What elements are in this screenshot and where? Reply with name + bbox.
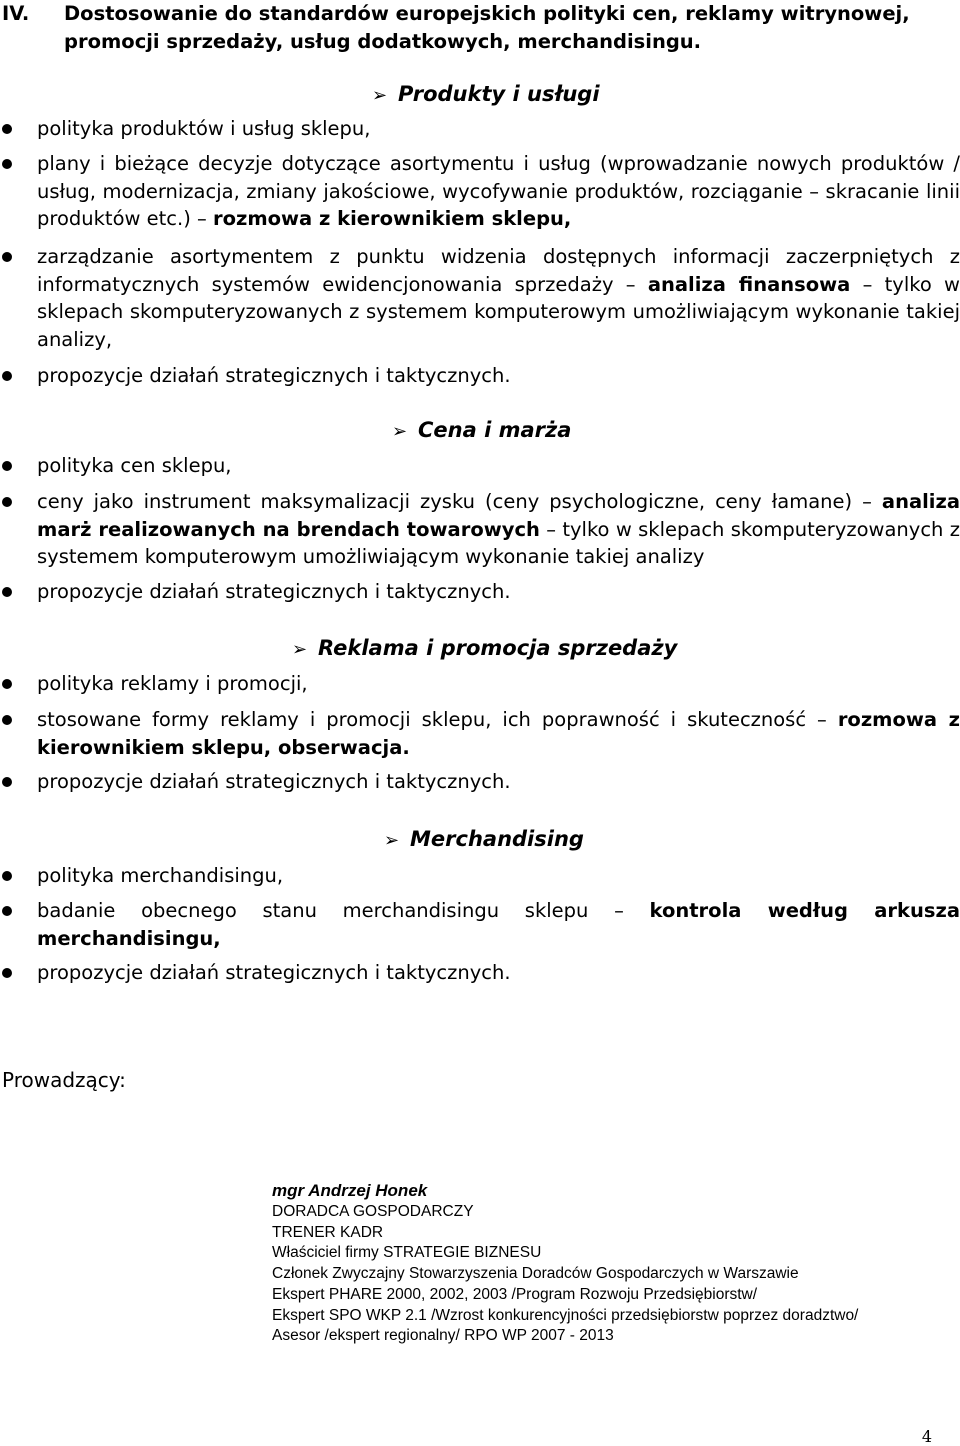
arrow-bullet-icon: ➢ <box>392 421 408 442</box>
bullet-dot-icon <box>2 252 12 262</box>
page-number: 4 <box>921 1427 932 1446</box>
text-run: propozycje działań strategicznych i taktycznych. <box>37 364 511 387</box>
section-title <box>372 80 600 110</box>
text-run: propozycje działań strategicznych i taktycznych. <box>37 770 511 793</box>
section-title <box>384 825 584 855</box>
signature-line: Ekspert PHARE 2000, 2002, 2003 /Program Rozwoju Przedsiębiorstw/ <box>272 1285 758 1303</box>
text-run: badanie obecnego stanu merchandisingu sklepu – <box>37 899 650 922</box>
signature-line: Ekspert SPO WKP 2.1 /Wzrost konkurencyjności przedsiębiorstw poprzez doradztwo/ <box>272 1306 859 1324</box>
chapter-title: Dostosowanie do standardów europejskich polityki cen, reklamy witrynowej, promocji sprzedaży, usług dodatkowych, merchandisingu. <box>64 2 910 53</box>
list-item-text <box>37 578 960 606</box>
list-item-text <box>37 150 960 233</box>
list-item <box>0 670 960 698</box>
text-run: zarządzanie asortymentem z punktu widzenia dostępnych informacji zaczerpniętych z informatycznych systemów ewidencjonowania sprzedaży – <box>37 245 960 296</box>
list-item <box>0 452 960 480</box>
text-run: polityka reklamy i promocji, <box>37 672 308 695</box>
list-item <box>0 115 960 143</box>
bullet-dot-icon <box>2 371 12 381</box>
bullet-dot-icon <box>2 715 12 725</box>
signature-line: Członek Zwyczajny Stowarzyszenia Doradców Gospodarczych w Warszawie <box>272 1265 799 1283</box>
section-title-text: Cena i marża <box>418 418 572 442</box>
list-item <box>0 362 960 390</box>
arrow-bullet-icon: ➢ <box>292 639 308 660</box>
list-item <box>0 862 960 890</box>
emphasis-text: rozmowa z kierownikiem sklepu, <box>212 207 572 230</box>
list-item-text <box>37 862 960 890</box>
list-item-text <box>37 115 960 143</box>
section-title <box>392 416 571 446</box>
signature-line: Właściciel firmy STRATEGIE BIZNESU <box>272 1244 542 1262</box>
list-item <box>0 959 960 987</box>
section-title-text: Reklama i promocja sprzedaży <box>318 636 678 660</box>
text-run: polityka merchandisingu, <box>37 864 284 887</box>
list-item-text <box>37 452 960 480</box>
signature-line: DORADCA GOSPODARCZY <box>272 1203 474 1220</box>
text-run: ceny jako instrument maksymalizacji zysku (ceny psychologiczne, ceny łamane) – <box>37 490 882 513</box>
text-run: polityka cen sklepu, <box>37 454 232 477</box>
emphasis-text: kontrola według arkusza merchandisingu, <box>37 899 960 950</box>
section-title <box>292 634 677 664</box>
list-item-text <box>37 706 960 761</box>
list-item-text <box>37 243 960 353</box>
text-run: propozycje działań strategicznych i taktycznych. <box>37 580 511 603</box>
list-item <box>0 768 960 796</box>
emphasis-text: analiza marż realizowanych na brendach towarowych <box>37 490 960 541</box>
signature-line: Asesor /ekspert regionalny/ RPO WP 2007 - 2013 <box>272 1327 614 1345</box>
list-item-text <box>37 897 960 952</box>
bullet-dot-icon <box>2 906 12 916</box>
bullet-dot-icon <box>2 968 12 978</box>
emphasis-text: rozmowa z kierownikiem sklepu, obserwacja. <box>37 708 960 759</box>
text-run: stosowane formy reklamy i promocji sklepu, ich poprawność i skuteczność – <box>37 708 838 731</box>
list-item <box>0 578 960 606</box>
text-run: propozycje działań strategicznych i taktycznych. <box>37 961 511 984</box>
signature-name: mgr Andrzej Honek <box>272 1181 428 1200</box>
bullet-dot-icon <box>2 777 12 787</box>
list-item <box>0 243 960 353</box>
bullet-dot-icon <box>2 124 12 134</box>
chapter-number: IV. <box>2 2 30 25</box>
list-item-text <box>37 488 960 571</box>
bullet-dot-icon <box>2 159 12 169</box>
list-item <box>0 488 960 571</box>
emphasis-text: analiza finansowa <box>647 272 851 296</box>
list-item-text <box>37 959 960 987</box>
text-run: – tylko w sklepach skomputeryzowanych z systemem komputerowym umożliwiającym wykonanie takiej analizy, <box>37 272 960 351</box>
signature-block <box>272 1180 858 1347</box>
arrow-bullet-icon: ➢ <box>372 85 388 106</box>
lead-label: Prowadzący: <box>2 1068 126 1092</box>
bullet-dot-icon <box>2 587 12 597</box>
text-run: – tylko w sklepach skomputeryzowanych z systemem komputerowym umożliwiającym wykonanie takiej analizy <box>37 517 960 568</box>
bullet-dot-icon <box>2 871 12 881</box>
list-item-text <box>37 768 960 796</box>
list-item-text <box>37 362 960 390</box>
list-item <box>0 150 960 233</box>
text-run: plany i bieżące decyzje dotyczące asortymentu i usług (wprowadzanie nowych produktów / usług, modernizacja, zmiany jakościowe, wycofywanie produktów, rozciąganie – skracanie linii produktów etc.) – <box>37 152 960 230</box>
text-run: polityka produktów i usług sklepu, <box>37 117 371 140</box>
list-item-text <box>37 670 960 698</box>
list-item <box>0 706 960 761</box>
section-title-text: Merchandising <box>410 827 584 851</box>
bullet-dot-icon <box>2 461 12 471</box>
section-title-text: Produkty i usługi <box>398 82 600 106</box>
bullet-dot-icon <box>2 497 12 507</box>
bullet-dot-icon <box>2 679 12 689</box>
arrow-bullet-icon: ➢ <box>384 830 400 851</box>
signature-line: TRENER KADR <box>272 1223 384 1241</box>
list-item <box>0 897 960 952</box>
